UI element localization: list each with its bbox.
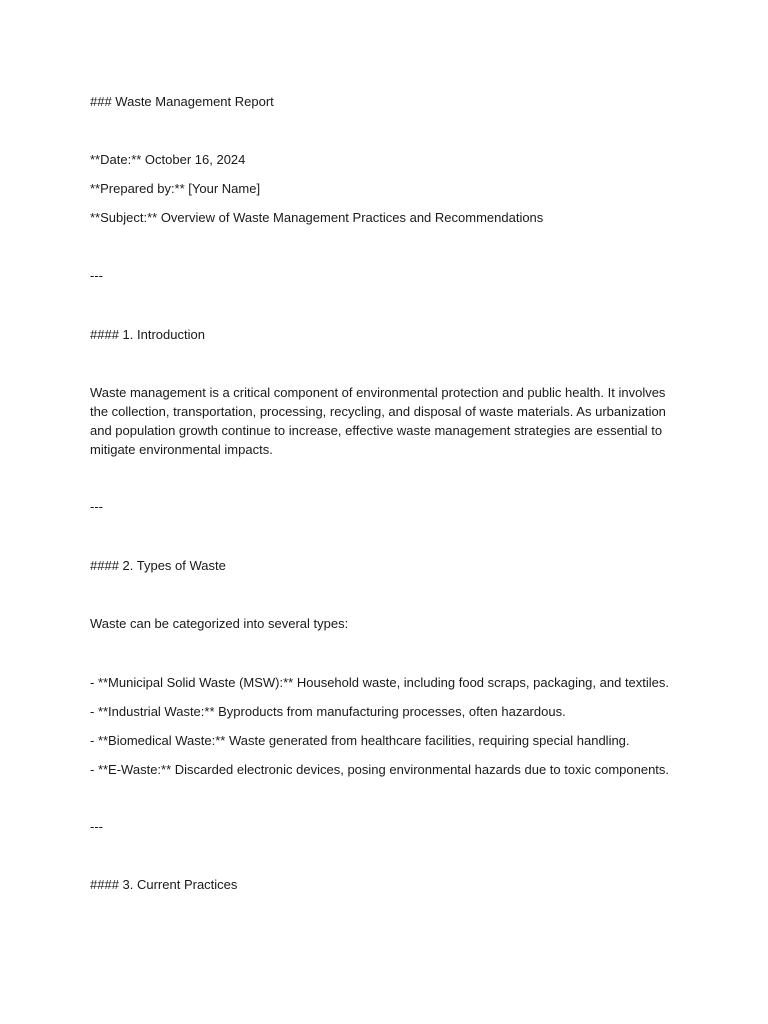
separator: --- [90, 499, 103, 514]
document-title: ### Waste Management Report [90, 94, 274, 109]
list-item: - **Municipal Solid Waste (MSW):** Household waste, including food scraps, packaging, and textiles. [90, 675, 670, 690]
section-heading-types-of-waste: #### 2. Types of Waste [90, 558, 226, 573]
list-item: - **E-Waste:** Discarded electronic devices, posing environmental hazards due to toxic components. [90, 762, 670, 777]
meta-subject: **Subject:** Overview of Waste Management Practices and Recommendations [90, 210, 544, 225]
section-heading-current-practices: #### 3. Current Practices [90, 877, 238, 892]
list-item: - **Industrial Waste:** Byproducts from manufacturing processes, often hazardous. [90, 704, 566, 719]
separator: --- [90, 819, 103, 834]
meta-prepared-by: **Prepared by:** [Your Name] [90, 181, 261, 196]
separator: --- [90, 268, 103, 283]
section-heading-introduction: #### 1. Introduction [90, 327, 205, 342]
meta-date: **Date:** October 16, 2024 [90, 152, 246, 167]
introduction-paragraph: Waste management is a critical component of environmental protection and public health. It involves the collection, transportation, processing, recycling, and disposal of waste materials. As urbanization and population growth continue to increase, effective waste management strategies are essential to mitigate environmental impacts. [90, 385, 666, 457]
types-of-waste-intro: Waste can be categorized into several types: [90, 616, 349, 631]
list-item: - **Biomedical Waste:** Waste generated from healthcare facilities, requiring special handling. [90, 733, 630, 748]
